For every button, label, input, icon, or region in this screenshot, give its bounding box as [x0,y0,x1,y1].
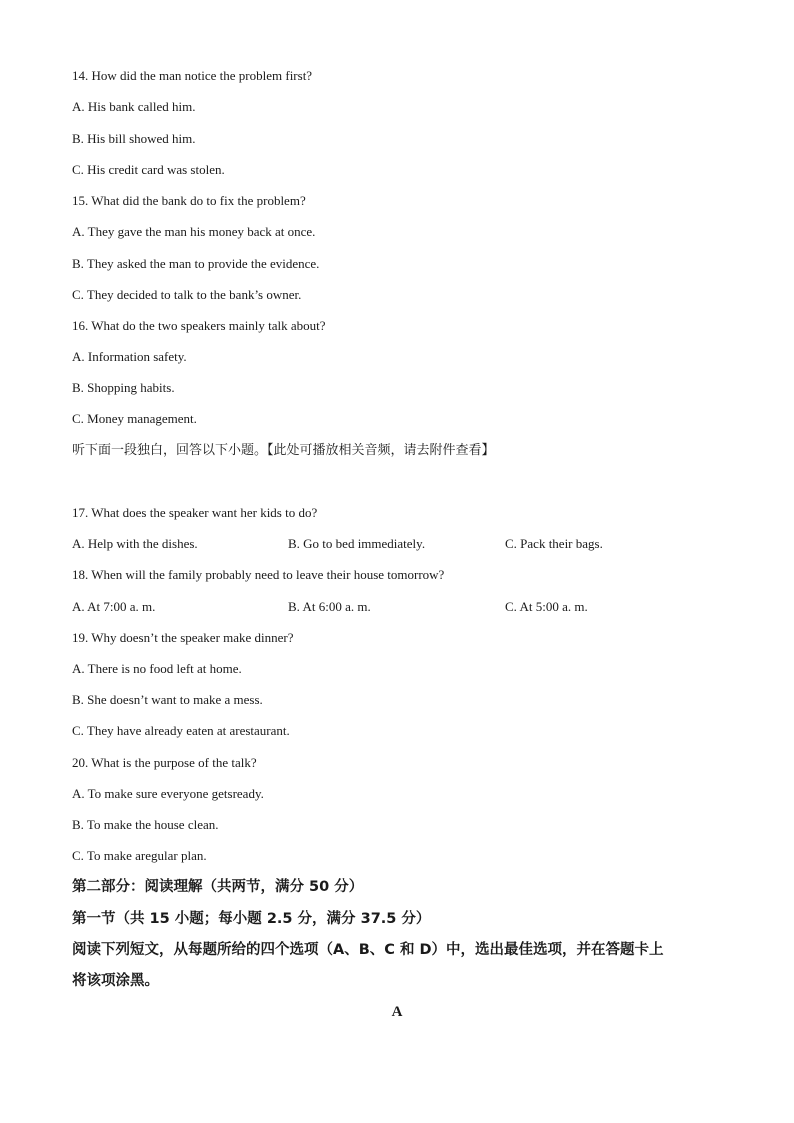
q16-option-c: C. Money management. [72,411,197,426]
q20-option-c: C. To make aregular plan. [72,848,207,863]
q18-stem: 18. When will the family probably need to leave their house tomorrow? [72,567,445,582]
q17-option-c: C. Pack their bags. [505,536,603,551]
reading-instruction-line1: 阅读下列短文，从每题所给的四个选项（A、B、C 和 D）中，选出最佳选项，并在答题卡上 [72,942,664,958]
q15-stem: 15. What did the bank do to fix the problem? [72,193,306,208]
q15-option-b: B. They asked the man to provide the evidence. [72,256,320,271]
q15-option-a: A. They gave the man his money back at once. [72,224,316,239]
q16-option-b: B. Shopping habits. [72,380,175,395]
passage-label: A [391,1004,403,1020]
section1-heading: 第一节（共 15 小题；每小题 2.5 分，满分 37.5 分） [72,911,431,927]
q20-option-b: B. To make the house clean. [72,817,219,832]
reading-instruction-line2: 将该项涂黑。 [72,973,159,989]
q17-option-a: A. Help with the dishes. [72,536,198,551]
q16-stem: 16. What do the two speakers mainly talk about? [72,318,326,333]
q20-stem: 20. What is the purpose of the talk? [72,755,257,770]
q19-option-a: A. There is no food left at home. [72,661,242,676]
q16-option-a: A. Information safety. [72,349,187,364]
q19-option-c: C. They have already eaten at arestaurant. [72,723,290,738]
q18-option-b: B. At 6:00 a. m. [288,599,371,614]
q15-option-c: C. They decided to talk to the bank’s owner. [72,287,302,302]
q14-stem: 14. How did the man notice the problem first? [72,68,313,83]
q18-option-c: C. At 5:00 a. m. [505,599,588,614]
q20-option-a: A. To make sure everyone getsready. [72,786,264,801]
q19-stem: 19. Why doesn’t the speaker make dinner? [72,630,294,645]
q19-option-b: B. She doesn’t want to make a mess. [72,692,263,707]
q17-stem: 17. What does the speaker want her kids to do? [72,505,318,520]
q14-option-b: B. His bill showed him. [72,131,196,146]
q17-option-b: B. Go to bed immediately. [288,536,426,551]
q14-option-a: A. His bank called him. [72,99,196,114]
q18-option-a: A. At 7:00 a. m. [72,599,156,614]
part2-heading: 第二部分：阅读理解（共两节，满分 50 分） [72,879,364,895]
q14-option-c: C. His credit card was stolen. [72,162,225,177]
monologue-instruction: 听下面一段独白，回答以下小题。【此处可播放相关音频，请去附件查看】 [72,443,495,458]
